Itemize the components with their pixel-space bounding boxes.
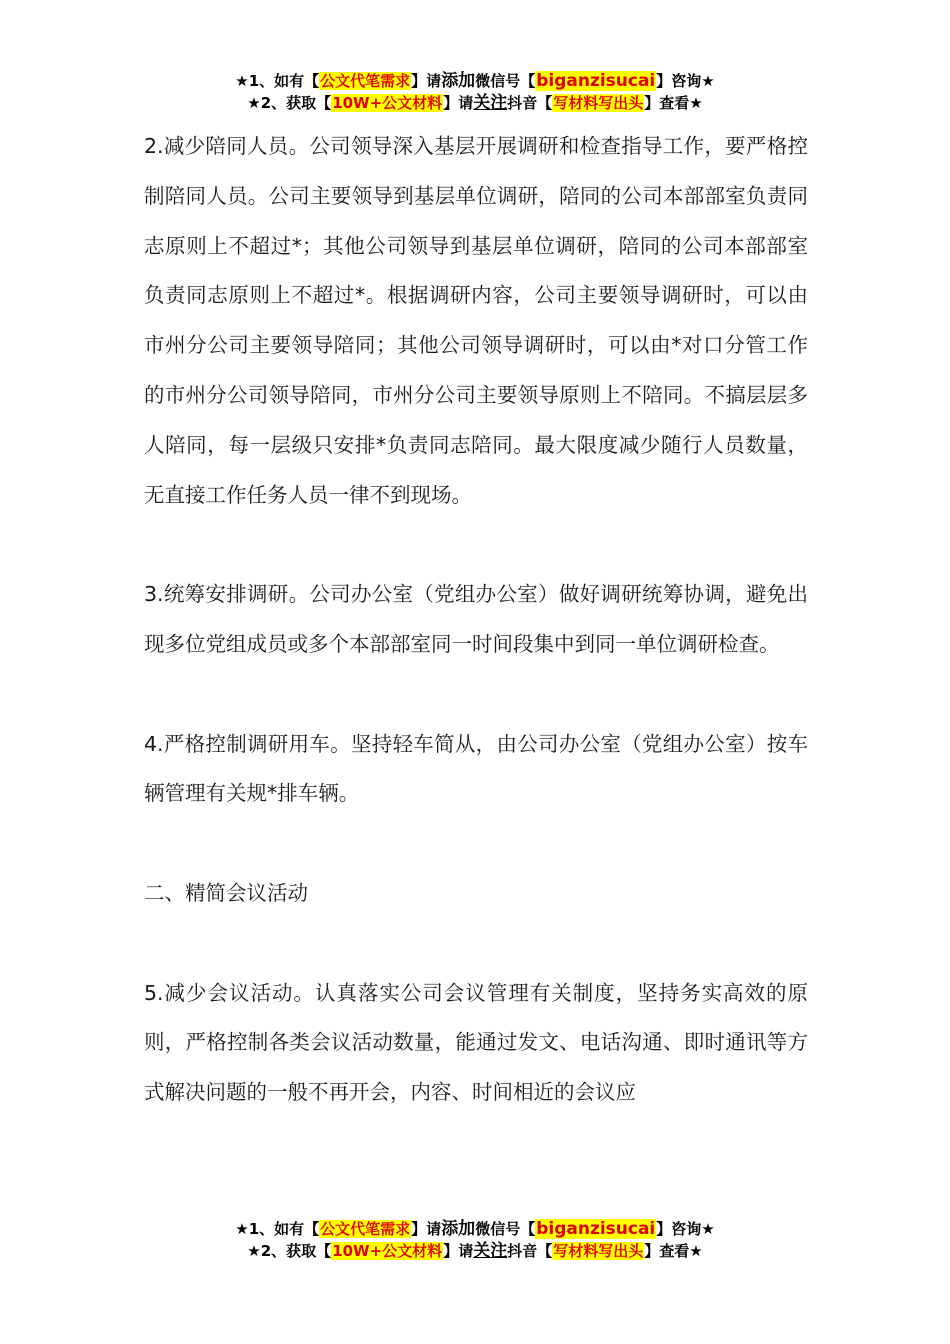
banner-text: 】查看★ <box>644 1242 703 1260</box>
paragraph-4: 4.严格控制调研用车。坚持轻车简从，由公司办公室（党组办公室）按车辆管理有关规*排车辆。 <box>144 731 808 806</box>
banner-line-1 <box>0 70 950 92</box>
document-body <box>144 122 808 1118</box>
banner-emphasis: 关注 <box>473 93 508 113</box>
banner-text: 】查看★ <box>644 94 703 112</box>
paragraph-5: 5.减少会议活动。认真落实公司会议管理有关制度，坚持务实高效的原则，严格控制各类会议活动数量，能通过发文、电话沟通、即时通讯等方式解决问题的一般不再开会，内容、时间相近的会议应 <box>144 980 808 1105</box>
paragraph-spacer <box>144 919 808 969</box>
paragraph-spacer <box>144 520 808 570</box>
banner-emphasis: 添加 <box>441 1219 476 1239</box>
banner-text: 微信号【 <box>475 72 536 90</box>
banner-text: 】请 <box>411 72 442 90</box>
banner-line-2 <box>0 92 950 114</box>
banner-text: 】咨询★ <box>656 72 715 90</box>
section-heading-2: 二、精简会议活动 <box>144 880 308 905</box>
paragraph-spacer <box>144 819 808 869</box>
banner-highlight: 公文代笔需求 <box>320 72 411 90</box>
banner-text: ★1、如有【 <box>235 72 320 90</box>
banner-text: 微信号【 <box>475 1220 536 1238</box>
banner-line-2 <box>0 1240 950 1262</box>
paragraph-spacer <box>144 670 808 720</box>
banner-text: 】请 <box>443 1242 474 1260</box>
banner-text: ★2、获取【 <box>247 1242 332 1260</box>
bottom-banner <box>0 1218 950 1262</box>
banner-line-1 <box>0 1218 950 1240</box>
banner-text: ★2、获取【 <box>247 94 332 112</box>
banner-emphasis: 添加 <box>441 71 476 91</box>
banner-text: 抖音【 <box>507 94 553 112</box>
paragraph-3: 3.统筹安排调研。公司办公室（党组办公室）做好调研统筹协调，避免出现多位党组成员或多个本部部室同一时间段集中到同一单位调研检查。 <box>144 582 808 656</box>
paragraph-2: 2.减少陪同人员。公司领导深入基层开展调研和检查指导工作，要严格控制陪同人员。公司主要领导到基层单位调研，陪同的公司本部部室负责同志原则上不超过*；其他公司领导到基层单位调研，陪同的公司本部部室负责同志原则上不超过*。根据调研内容，公司主要领导调研时，可以由市州分公司主要领导陪同；其他公司领导调研时，可以由*对口分管工作的市州分公司领导陪同，市州分公司主要领导原则上不陪同。不搞层层多人陪同，每一层级只安排*负责同志陪同。最大限度减少随行人员数量，无直接工作任务人员一律不到现场。 <box>144 134 808 507</box>
banner-text: 】咨询★ <box>656 1220 715 1238</box>
banner-highlight: 10W+公文材料 <box>332 1242 443 1260</box>
banner-highlight: 10W+公文材料 <box>332 94 443 112</box>
banner-emphasis: 关注 <box>473 1241 508 1261</box>
banner-text: 】请 <box>443 94 474 112</box>
top-banner <box>0 70 950 114</box>
banner-text: 】请 <box>411 1220 442 1238</box>
banner-text: ★1、如有【 <box>235 1220 320 1238</box>
banner-highlight: biganzisucai <box>536 1219 656 1239</box>
banner-highlight: 公文代笔需求 <box>320 1220 411 1238</box>
banner-text: 抖音【 <box>507 1242 553 1260</box>
banner-highlight: 写材料写出头 <box>553 94 644 112</box>
banner-highlight: biganzisucai <box>536 71 656 91</box>
banner-highlight: 写材料写出头 <box>553 1242 644 1260</box>
